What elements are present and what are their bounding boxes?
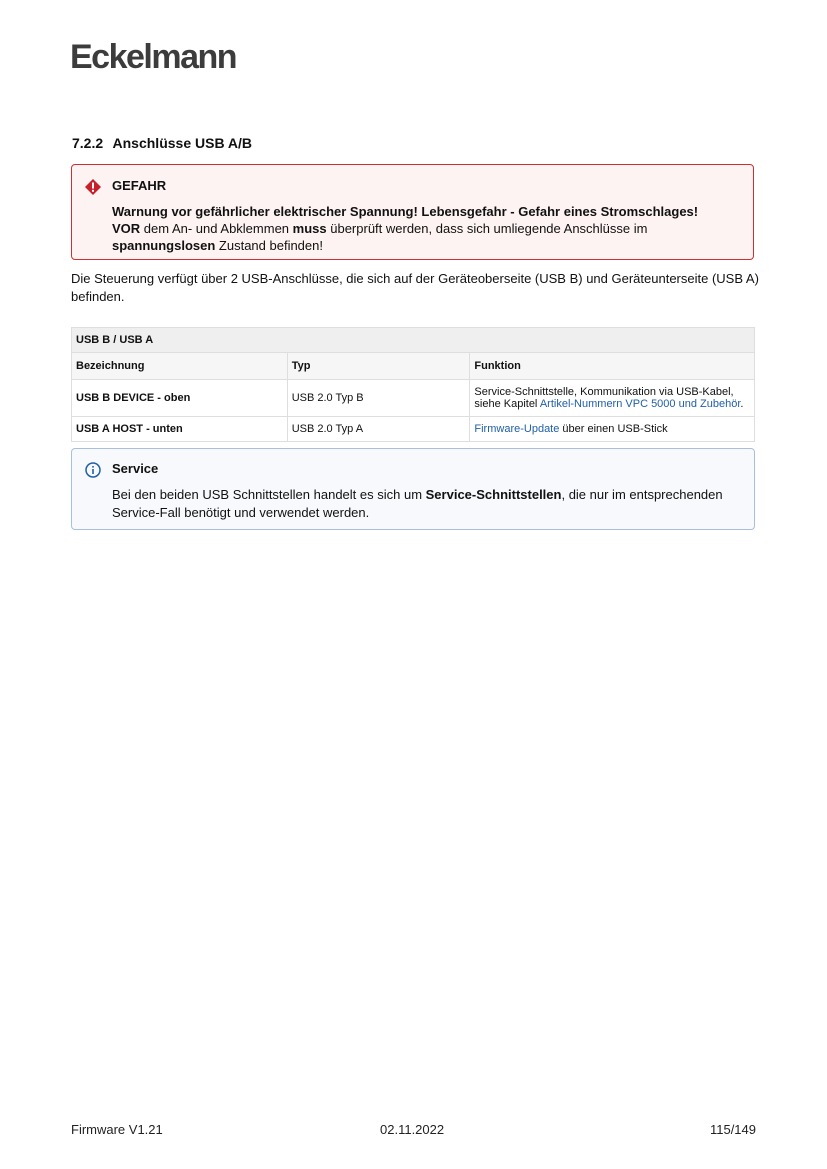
usb-table bbox=[71, 327, 755, 442]
column-header-bezeichnung: Bezeichnung bbox=[72, 353, 288, 380]
section-heading bbox=[72, 135, 252, 151]
warning-diamond-icon bbox=[85, 179, 101, 195]
cell-typ: USB 2.0 Typ B bbox=[287, 380, 470, 417]
danger-muss: muss bbox=[292, 221, 327, 236]
cell-bezeichnung: USB A HOST - unten bbox=[72, 417, 288, 442]
footer-date: 02.11.2022 bbox=[380, 1122, 445, 1137]
section-title-text: Anschlüsse USB A/B bbox=[112, 135, 253, 151]
cell-funktion bbox=[470, 380, 755, 417]
table-row bbox=[72, 417, 755, 442]
danger-text-2: überprüft werden, dass sich umliegende Anschlüsse im bbox=[326, 221, 648, 236]
danger-text-3: Zustand befinden! bbox=[215, 238, 323, 253]
funktion-text: über einen USB-Stick bbox=[559, 423, 668, 435]
column-header-funktion: Funktion bbox=[470, 353, 755, 380]
section-number: 7.2.2 bbox=[72, 135, 104, 151]
footer-page-number: 115/149 bbox=[709, 1122, 756, 1137]
footer-firmware: Firmware V1.21 bbox=[71, 1122, 163, 1137]
funktion-suffix: . bbox=[740, 398, 744, 410]
column-header-typ: Typ bbox=[287, 353, 470, 380]
intro-paragraph: Die Steuerung verfügt über 2 USB-Anschlüsse, die sich auf der Geräteoberseite (USB B) und Geräteunterseite (USB A) befinden. bbox=[71, 271, 759, 304]
cell-funktion bbox=[470, 417, 755, 442]
cell-typ: USB 2.0 Typ A bbox=[287, 417, 470, 442]
service-body bbox=[112, 486, 742, 522]
danger-text-1: dem An- und Abklemmen bbox=[140, 221, 293, 236]
service-title: Service bbox=[112, 461, 159, 476]
table-row bbox=[72, 380, 755, 417]
danger-body bbox=[112, 203, 741, 254]
danger-warning-line: Warnung vor gefährlicher elektrischer Spannung! Lebensgefahr - Gefahr eines Stromschlages! bbox=[112, 204, 699, 219]
funktion-text: Service-Schnittstelle, Kommunikation via USB-Kabel, siehe Kapitel bbox=[474, 386, 734, 410]
danger-vor: VOR bbox=[112, 221, 141, 236]
danger-spannungslosen: spannungslosen bbox=[112, 238, 216, 253]
danger-notice bbox=[71, 164, 754, 260]
danger-title: GEFAHR bbox=[112, 178, 167, 193]
cell-bezeichnung: USB B DEVICE - oben bbox=[72, 380, 288, 417]
firmware-update-link[interactable]: Firmware-Update bbox=[474, 423, 560, 435]
service-notice bbox=[71, 448, 755, 530]
service-bold: Service-Schnittstellen bbox=[425, 487, 562, 502]
table-caption: USB B / USB A bbox=[72, 328, 755, 353]
artikel-nummern-link[interactable]: Artikel-Nummern VPC 5000 und Zubehör bbox=[539, 398, 741, 410]
service-text-1: Bei den beiden USB Schnittstellen handelt es sich um bbox=[112, 487, 426, 502]
info-circle-icon bbox=[85, 462, 101, 478]
service-text-2: , die nur im entsprechenden Service-Fall benötigt und verwendet werden. bbox=[112, 487, 723, 520]
company-logo: Eckelmann bbox=[70, 38, 237, 76]
